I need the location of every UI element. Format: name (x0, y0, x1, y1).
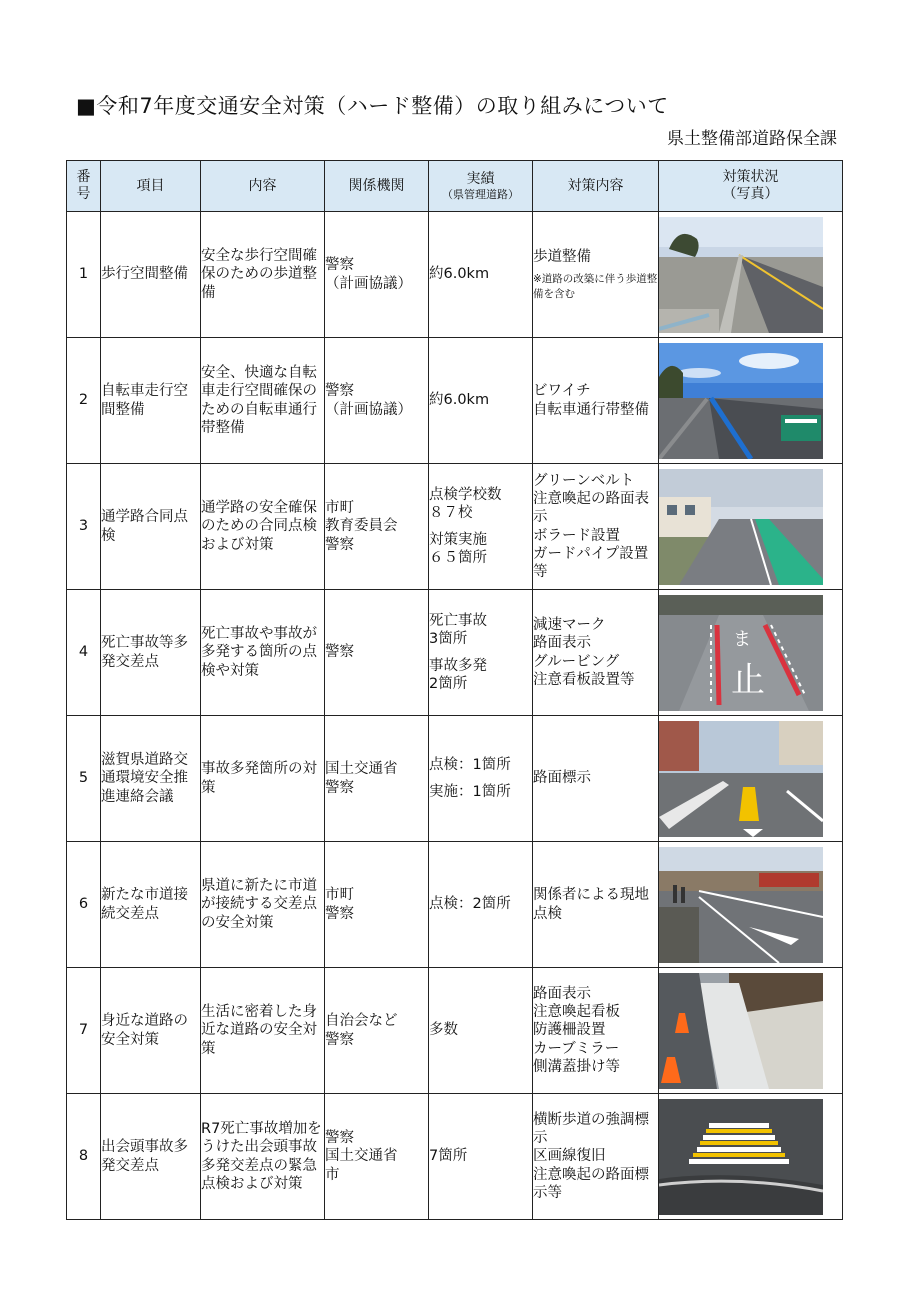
department-label: 県土整備部道路保全課 (667, 129, 837, 149)
row-results (429, 968, 533, 1094)
result-value: 7箇所 (429, 1148, 468, 1165)
row-results (429, 716, 533, 842)
row-results (429, 338, 533, 464)
result-value: 多数 (429, 1022, 458, 1039)
result-value: 約6.0km (429, 392, 490, 409)
header-item: 項目 (101, 161, 201, 212)
row-photo (659, 338, 843, 464)
table-row (67, 716, 843, 842)
row-photo (659, 464, 843, 590)
header-measures: 対策内容 (533, 161, 659, 212)
page-title: ■令和7年度交通安全対策（ハード整備）の取り組みについて (76, 94, 669, 118)
row-photo (659, 842, 843, 968)
table-row (67, 464, 843, 590)
result-value: 実施：1箇所 (429, 783, 511, 800)
result-value: 点検学校数 ８７校 (429, 487, 502, 522)
row-agency: 市町 教育委員会 警察 (325, 464, 429, 590)
row-results (429, 842, 533, 968)
speed-mark-photo (659, 595, 823, 711)
row-photo (659, 968, 843, 1094)
row-photo (659, 212, 843, 338)
row-measures: 路面表示 注意喚起看板 防護柵設置 カーブミラー 側溝蓋掛け等 (533, 968, 659, 1094)
row-content: 死亡事故や事故が多発する箇所の点検や対策 (201, 590, 325, 716)
svg-text:ま: ま (733, 628, 751, 650)
row-item: 滋賀県道路交通環境安全推進連絡会議 (101, 716, 201, 842)
result-value: 対策実施 ６５箇所 (429, 531, 487, 566)
table-row (67, 1094, 843, 1220)
table-row (67, 212, 843, 338)
row-item: 身近な道路の安全対策 (101, 968, 201, 1094)
table-row (67, 842, 843, 968)
row-measures: 関係者による現地点検 (533, 842, 659, 968)
row-item: 自転車走行空間整備 (101, 338, 201, 464)
header-num: 番号 (67, 161, 101, 212)
row-photo (659, 1094, 843, 1220)
result-value: 点検：1箇所 (429, 757, 511, 774)
row-agency: 国土交通省 警察 (325, 716, 429, 842)
table-row (67, 338, 843, 464)
row-number: 6 (67, 842, 101, 968)
row-agency: 警察 （計画協議） (325, 338, 429, 464)
row-content: 安全、快適な自転車走行空間確保のための自転車通行帯整備 (201, 338, 325, 464)
row-measures: グリーンベルト 注意喚起の路面表示 ボラード設置 ガードパイプ設置等 (533, 464, 659, 590)
row-results (429, 464, 533, 590)
svg-text:止: 止 (731, 659, 765, 700)
row-item: 死亡事故等多発交差点 (101, 590, 201, 716)
row-measures: 減速マーク 路面表示 グルービング 注意看板設置等 (533, 590, 659, 716)
measures-table (66, 160, 843, 1220)
row-content: 通学路の安全確保のための合同点検および対策 (201, 464, 325, 590)
row-number: 4 (67, 590, 101, 716)
intersection-photo (659, 847, 823, 963)
row-number: 7 (67, 968, 101, 1094)
row-photo (659, 590, 843, 716)
crosswalk-photo (659, 1099, 823, 1215)
row-item: 歩行空間整備 (101, 212, 201, 338)
result-value: 事故多発 2箇所 (429, 657, 487, 692)
row-agency: 警察 (325, 590, 429, 716)
row-number: 8 (67, 1094, 101, 1220)
row-item: 通学路合同点検 (101, 464, 201, 590)
row-number: 3 (67, 464, 101, 590)
row-content: R7死亡事故増加をうけた出会頭事故多発交差点の緊急点検および対策 (201, 1094, 325, 1220)
row-agency: 自治会など 警察 (325, 968, 429, 1094)
row-measures: ビワイチ 自転車通行帯整備 (533, 338, 659, 464)
result-value: 約6.0km (429, 266, 490, 283)
row-agency: 市町 警察 (325, 842, 429, 968)
row-photo (659, 716, 843, 842)
row-measures: 横断歩道の強調標示 区画線復旧 注意喚起の路面標示等 (533, 1094, 659, 1220)
row-item: 新たな市道接続交差点 (101, 842, 201, 968)
result-value: 点検：2箇所 (429, 896, 511, 913)
row-number: 1 (67, 212, 101, 338)
header-agency: 関係機関 (325, 161, 429, 212)
row-content: 生活に密着した身近な道路の安全対策 (201, 968, 325, 1094)
row-measures: 歩道整備 ※道路の改築に伴う歩道整備を含む (533, 212, 659, 338)
bike-lane-photo (659, 343, 823, 459)
row-results (429, 590, 533, 716)
measures-note: ※道路の改築に伴う歩道整備を含む (533, 272, 658, 300)
table-row (67, 968, 843, 1094)
header-content: 内容 (201, 161, 325, 212)
table-header-row (67, 161, 843, 212)
table-row (67, 590, 843, 716)
green-belt-photo (659, 469, 823, 585)
row-results (429, 1094, 533, 1220)
row-content: 安全な歩行空間確保のための歩道整備 (201, 212, 325, 338)
header-status: 対策状況 （写真） (659, 161, 843, 212)
header-results: 実績 （県管理道路） (429, 161, 533, 212)
row-number: 5 (67, 716, 101, 842)
road-marking-photo (659, 721, 823, 837)
row-content: 県道に新たに市道が接続する交差点の安全対策 (201, 842, 325, 968)
row-content: 事故多発箇所の対策 (201, 716, 325, 842)
row-agency: 警察 国土交通省 市 (325, 1094, 429, 1220)
row-item: 出会頭事故多発交差点 (101, 1094, 201, 1220)
sidewalk-photo (659, 217, 823, 333)
result-value: 死亡事故 3箇所 (429, 613, 487, 648)
row-agency: 警察 （計画協議） (325, 212, 429, 338)
row-results (429, 212, 533, 338)
row-measures: 路面標示 (533, 716, 659, 842)
gutter-cover-photo (659, 973, 823, 1089)
row-number: 2 (67, 338, 101, 464)
